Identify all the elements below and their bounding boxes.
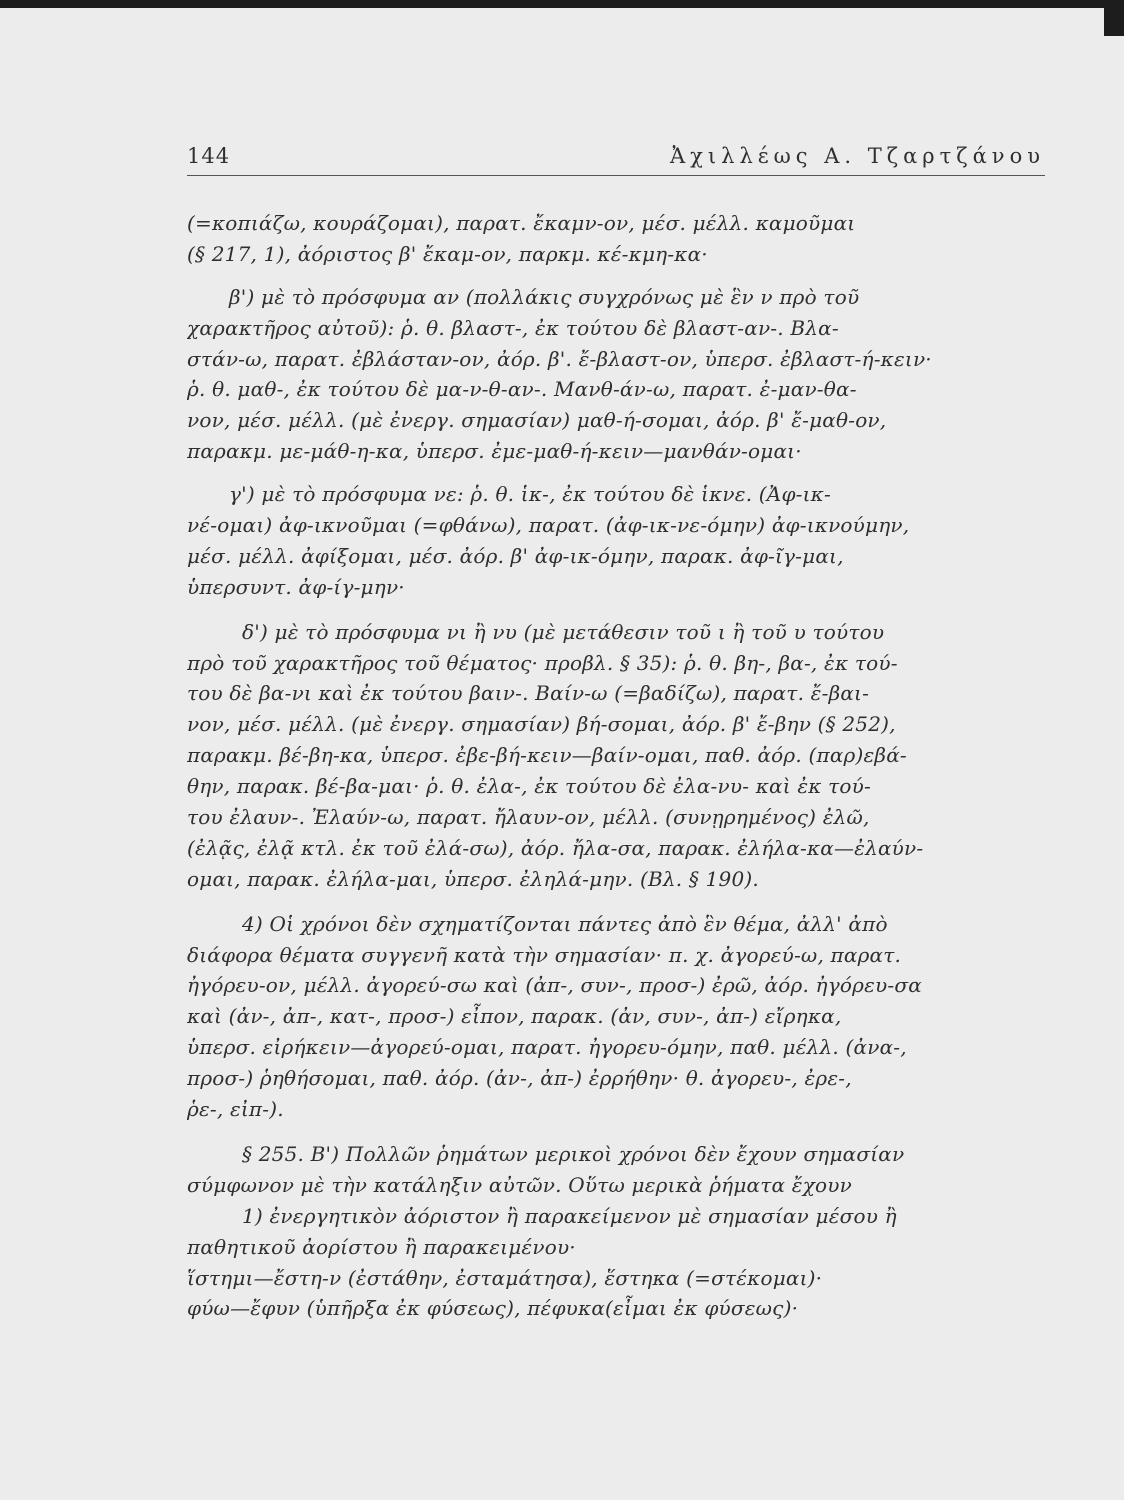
text-line: του ἐλαυν-. Ἐλαύν-ω, παρατ. ἤλαυν-ον, μέλλ. (συνῃρημένος) ἐλῶ, <box>187 805 870 830</box>
paragraph-start: δ') μὲ τὸ πρόσφυμα νι ἢ νυ (μὲ μετάθεσιν τοῦ ι ἢ τοῦ υ τούτου <box>242 619 885 644</box>
text-line: ὑπερσ. εἰρήκειν—ἀγορεύ-ομαι, παρατ. ἠγορευ-όμην, παθ. μέλλ. (ἀνα-, <box>187 1035 907 1060</box>
text-line: παρακμ. με-μάθ-η-κα, ὑπερσ. ἐμε-μαθ-ή-κειν—μανθάν-ομαι· <box>187 439 802 464</box>
text-line: χαρακτῆρος αὐτοῦ): ῥ. θ. βλαστ-, ἐκ τούτου δὲ βλαστ-αν-. Βλα- <box>187 315 839 340</box>
text-line: του δὲ βα-νι καὶ ἐκ τούτου βαιν-. Βαίν-ω (=βαδίζω), παρατ. ἔ-βαι- <box>187 681 870 706</box>
text-line: φύω—ἔφυν (ὑπῆρξα ἐκ φύσεως), πέφυκα(εἶμαι ἐκ φύσεως)· <box>187 1296 799 1321</box>
text-line: παρακμ. βέ-βη-κα, ὑπερσ. ἐβε-βή-κειν—βαίν-ομαι, παθ. ἀόρ. (παρ)εβά- <box>187 743 907 768</box>
text-line: νον, μέσ. μέλλ. (μὲ ἐνεργ. σημασίαν) μαθ-ή-σομαι, ἀόρ. β' ἔ-μαθ-ον, <box>187 408 887 433</box>
page-header <box>187 140 1045 176</box>
text-line: στάν-ω, παρατ. ἐβλάσταν-ον, ἀόρ. β'. ἔ-βλαστ-ον, ὑπερσ. ἐβλαστ-ή-κειν· <box>187 346 932 371</box>
text-line: προσ-) ῥηθήσομαι, παθ. ἀόρ. (ἀν-, ἀπ-) ἐρρήθην· θ. ἀγορευ-, ἐρε-, <box>187 1066 852 1091</box>
text-line: (=κοπιάζω, κουράζομαι), παρατ. ἔκαμν-ον, μέσ. μέλλ. καμοῦμαι <box>187 211 856 235</box>
text-line: ῥ. θ. μαθ-, ἐκ τούτου δὲ μα-ν-θ-αν-. Μανθ-άν-ω, παρατ. ἐ-μαν-θα- <box>187 377 857 402</box>
running-title: Ἀχιλλέως Α. Τζαρτζάνου <box>670 144 1045 168</box>
text-line: νέ-ομαι) ἀφ-ικνοῦμαι (=φθάνω), παρατ. (ἀφ-ικ-νε-όμην) ἀφ-ικνούμην, <box>187 513 910 538</box>
paragraph-start: β') μὲ τὸ πρόσφυμα αν (πολλάκις συγχρόνως μὲ ἓν ν πρὸ τοῦ <box>229 284 860 309</box>
text-line: ῥε-, εἰπ-). <box>187 1097 284 1122</box>
text-line: σύμφωνον μὲ τὴν κατάληξιν αὐτῶν. Οὕτω μερικὰ ῥήματα ἔχουν <box>187 1172 852 1197</box>
scan-top-border <box>0 0 1124 8</box>
text-line: διάφορα θέματα συγγενῆ κατὰ τὴν σημασίαν· π. χ. ἀγορεύ-ω, παρατ. <box>187 942 902 967</box>
section-heading-line: § 255. Β') Πολλῶν ῥημάτων μερικοὶ χρόνοι δὲν ἔχουν σημασίαν <box>242 1141 905 1166</box>
text-line: πρὸ τοῦ χαρακτῆρος τοῦ θέματος· προβλ. § 35): ῥ. θ. βη-, βα-, ἐκ τού- <box>187 650 898 675</box>
text-line: ἵστημι—ἔστη-ν (ἐστάθην, ἐσταμάτησα), ἕστηκα (=στέκομαι)· <box>187 1265 823 1290</box>
text-line: παθητικοῦ ἀορίστου ἢ παρακειμένου· <box>187 1234 576 1259</box>
text-line: (§ 217, 1), ἀόριστος β' ἔκαμ-ον, παρκμ. κέ-κμη-κα· <box>187 241 708 266</box>
paragraph-start: γ') μὲ τὸ πρόσφυμα νε: ῥ. θ. ἱκ-, ἐκ τούτου δὲ ἱκνε. (Ἀφ-ικ- <box>229 482 831 507</box>
text-line: καὶ (ἀν-, ἀπ-, κατ-, προσ-) εἶπον, παρακ. (ἀν, συν-, ἀπ-) εἴρηκα, <box>187 1004 842 1029</box>
page-body <box>187 208 1045 1324</box>
paragraph-start: 4) Οἱ χρόνοι δὲν σχηματίζονται πάντες ἀπὸ ἓν θέμα, ἀλλ' ἀπὸ <box>242 911 888 936</box>
text-line: θην, παρακ. βέ-βα-μαι· ῥ. θ. ἐλα-, ἐκ τούτου δὲ ἐλα-νυ- καὶ ἐκ τού- <box>187 774 871 799</box>
scan-corner-mark <box>1104 0 1124 36</box>
book-page <box>187 140 1045 1321</box>
text-line: 1) ἐνεργητικὸν ἀόριστον ἢ παρακείμενον μὲ σημασίαν μέσου ἢ <box>242 1203 897 1228</box>
text-line: ὑπερσυντ. ἀφ-ίγ-μην· <box>187 574 405 599</box>
text-line: ἠγόρευ-ον, μέλλ. ἀγορεύ-σω καὶ (ἀπ-, συν-, προσ-) ἐρῶ, ἀόρ. ἠγόρευ-σα <box>187 973 922 998</box>
text-line: νον, μέσ. μέλλ. (μὲ ἐνεργ. σημασίαν) βή-σομαι, ἀόρ. β' ἔ-βην (§ 252), <box>187 712 896 737</box>
text-line: (ἐλᾷς, ἐλᾷ κτλ. ἐκ τοῦ ἐλά-σω), ἀόρ. ἤλα-σα, παρακ. ἐλήλα-κα—ἐλαύν- <box>187 835 924 860</box>
header-rule <box>187 175 1045 176</box>
text-line: μέσ. μέλλ. ἀφίξομαι, μέσ. ἀόρ. β' ἀφ-ικ-όμην, παρακ. ἀφ-ῖγ-μαι, <box>187 543 844 568</box>
text-line: ομαι, παρακ. ἐλήλα-μαι, ὑπερσ. ἐληλά-μην. (Βλ. § 190). <box>187 866 759 891</box>
page-number: 144 <box>187 144 231 168</box>
